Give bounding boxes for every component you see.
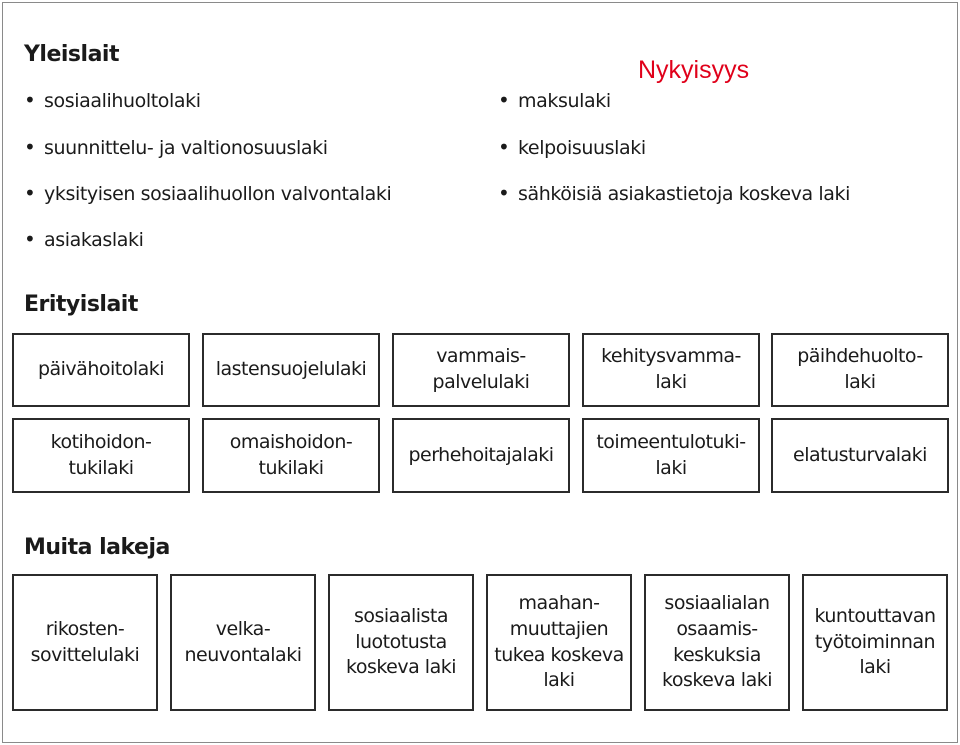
law-box: toimeentulotuki- laki [582,418,760,493]
law-item: • sähköisiä asiakastietoja koskeva laki [498,181,850,205]
note-label: Nykyisyys [638,56,750,84]
law-box: kehitysvamma- laki [582,333,760,407]
law-box: kuntouttavan työtoiminnan laki [802,574,948,711]
law-box: sosiaalista luototusta koskeva laki [328,574,474,711]
law-item: • asiakaslaki [24,227,143,251]
law-box: maahan- muuttajien tukea koskeva laki [486,574,632,711]
section-title-muita-lakeja: Muita lakeja [24,535,170,560]
law-box: velka- neuvontalaki [170,574,316,711]
law-box: päihdehuolto- laki [771,333,949,407]
law-box: elatusturvalaki [771,418,949,493]
law-item: • suunnittelu- ja valtionosuuslaki [24,135,328,159]
law-box: omaishoidon- tukilaki [202,418,380,493]
section-title-yleislait: Yleislait [24,42,119,67]
law-box: sosiaalialan osaamis- keskuksia koskeva laki [644,574,790,711]
law-item: • maksulaki [498,88,611,112]
law-item: • sosiaalihuoltolaki [24,88,201,112]
law-item: • kelpoisuuslaki [498,135,646,159]
law-box: päivähoitolaki [12,333,190,407]
section-title-erityislait: Erityislait [24,292,138,317]
law-box: vammais- palvelulaki [392,333,570,407]
law-box: lastensuojelulaki [202,333,380,407]
law-item: • yksityisen sosiaalihuollon valvontalaki [24,181,391,205]
law-box: perhehoitajalaki [392,418,570,493]
law-box: rikosten- sovittelulaki [12,574,158,711]
law-box: kotihoidon- tukilaki [12,418,190,493]
